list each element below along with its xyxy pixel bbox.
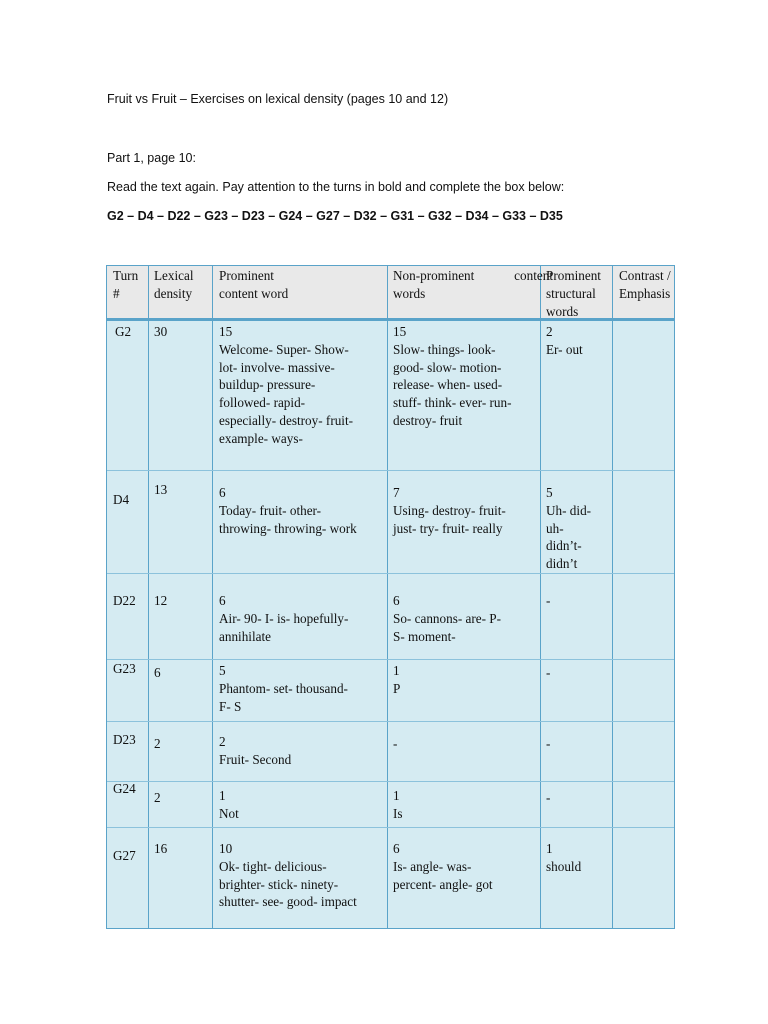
header-contrast-emphasis: Contrast / Emphasis xyxy=(619,268,671,301)
header-non-prominent-content-words: Non-prominent content xyxy=(393,268,553,283)
table-row-lexical-density: 12 xyxy=(154,593,168,608)
table-row-non-prominent-content: 6 So- cannons- are- P- S- moment- xyxy=(393,593,502,644)
table-row-prominent-structural: - xyxy=(546,665,551,680)
table-row-non-prominent-content: 15 Slow- things- look- good- slow- motion- release- when- used- stuff- think- ever- run- destroy- fruit xyxy=(393,324,512,428)
row-divider xyxy=(107,827,674,828)
table-row-lexical-density: 6 xyxy=(154,665,161,680)
table-row-prominent-structural: - xyxy=(546,790,551,805)
part-heading: Part 1, page 10: xyxy=(107,151,196,165)
table-row-non-prominent-content: 6 Is- angle- was- percent- angle- got xyxy=(393,841,493,892)
document-title: Fruit vs Fruit – Exercises on lexical density (pages 10 and 12) xyxy=(107,92,449,106)
table-row-prominent-structural: 2 Er- out xyxy=(546,324,583,357)
table-row-prominent-structural: 1 should xyxy=(546,841,582,874)
header-lexical-density: Lexical density xyxy=(154,268,194,301)
header-prominent-structural-words: Prominent structural words xyxy=(546,268,601,319)
table-row-prominent-content: 6 Air- 90- I- is- hopefully- annihilate xyxy=(219,593,349,644)
row-divider xyxy=(107,659,674,660)
table-row-turn: G2 xyxy=(115,324,132,339)
header-prominent-content-word: Prominent content word xyxy=(219,268,289,301)
table-row-turn: G24 xyxy=(113,781,136,796)
table-row-non-prominent-content: 1 Is xyxy=(393,788,403,821)
table-row-prominent-content: 1 Not xyxy=(219,788,239,821)
table-row-prominent-structural: - xyxy=(546,736,551,751)
lexical-density-table xyxy=(106,265,675,929)
row-divider xyxy=(107,721,674,722)
table-row-lexical-density: 13 xyxy=(154,482,168,497)
table-row-lexical-density: 30 xyxy=(154,324,168,339)
table-row-lexical-density: 2 xyxy=(154,736,161,751)
table-row-prominent-content: 10 Ok- tight- delicious- brighter- stick- ninety- shutter- see- good- impact xyxy=(219,841,357,910)
table-row-non-prominent-content: 7 Using- destroy- fruit- just- try- fruit- really xyxy=(393,485,506,536)
row-divider xyxy=(107,781,674,782)
row-divider xyxy=(107,470,674,471)
table-row-prominent-content: 15 Welcome- Super- Show- lot- involve- massive- buildup- pressure- followed- rapid- especially- destroy- fruit- example- ways- xyxy=(219,324,354,446)
table-row-non-prominent-content: 1 P xyxy=(393,663,401,696)
column-divider xyxy=(387,266,388,928)
table-row-prominent-structural: 5 Uh- did- uh- didn’t- didn’t xyxy=(546,485,592,572)
table-row-turn: D23 xyxy=(113,732,136,747)
table-row-prominent-structural: - xyxy=(546,593,551,608)
instruction-text: Read the text again. Pay attention to the turns in bold and complete the box below: xyxy=(107,180,565,194)
table-row-lexical-density: 16 xyxy=(154,841,168,856)
column-divider xyxy=(212,266,213,928)
column-divider xyxy=(148,266,149,928)
column-divider xyxy=(612,266,613,928)
table-row-non-prominent-content: - xyxy=(393,736,398,751)
table-row-turn: D4 xyxy=(113,492,130,507)
row-divider xyxy=(107,573,674,574)
table-row-turn: G27 xyxy=(113,848,136,863)
table-row-turn: D22 xyxy=(113,593,136,608)
column-divider xyxy=(540,266,541,928)
header-turn: Turn # xyxy=(113,268,139,301)
table-row-lexical-density: 2 xyxy=(154,790,161,805)
table-row-prominent-content: 5 Phantom- set- thousand- F- S xyxy=(219,663,348,714)
turn-sequence: G2 – D4 – D22 – G23 – D23 – G24 – G27 – D32 – G31 – G32 – D34 – G33 – D35 xyxy=(107,209,563,223)
table-row-prominent-content: 6 Today- fruit- other- throwing- throwing- work xyxy=(219,485,357,536)
header-non-prominent-content-words-line2: words xyxy=(393,286,426,301)
table-row-prominent-content: 2 Fruit- Second xyxy=(219,734,292,767)
table-row-turn: G23 xyxy=(113,661,136,676)
